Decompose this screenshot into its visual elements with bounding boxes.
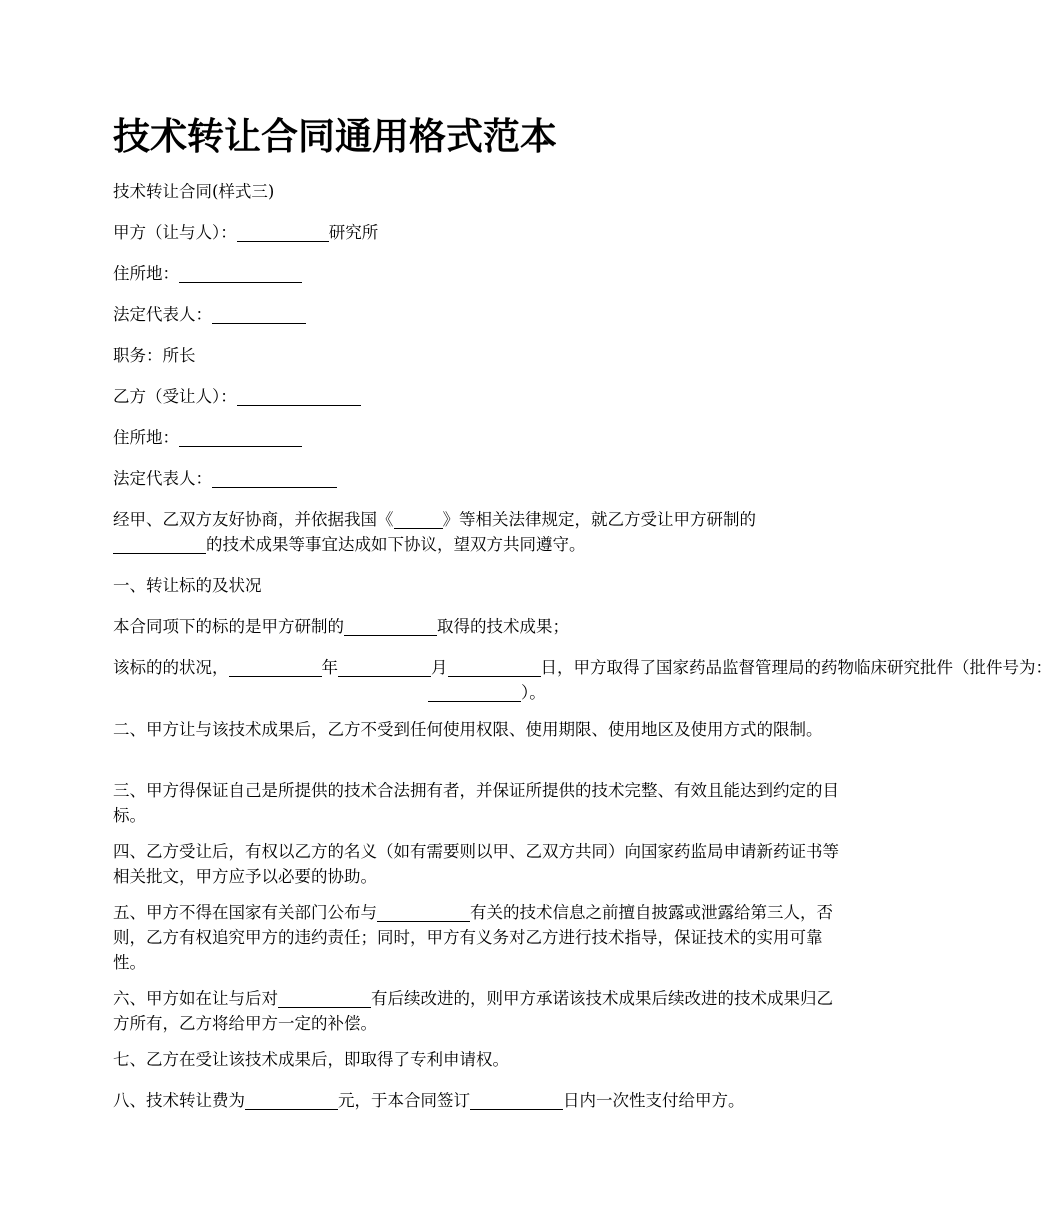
party-a-label: 甲方（让与人）： bbox=[113, 223, 237, 242]
clause-status-line-2: ）。 bbox=[113, 680, 841, 705]
section-1-heading: 一、转让标的及状况 bbox=[113, 576, 262, 595]
clause-status-line-1: 该标的的状况， 年 月 日，甲方取得了国家药品监督管理局的药物临床研究批件（批件号为： bbox=[113, 658, 1052, 677]
document-title: 技术转让合同通用格式范本 bbox=[113, 115, 557, 158]
clause-5: 五、甲方不得在国家有关部门公布与 有关的技术信息之前擅自披露或泄露给第三人，否则，乙方有权追究甲方的违约责任；同时，甲方有义务对乙方进行技术指导，保证技术的实用可靠性。 bbox=[113, 903, 833, 972]
preamble-line-1: 经甲、乙双方友好协商，并依据我国《 》等相关法律规定，就乙方受让甲方研制的 bbox=[113, 510, 756, 529]
clause-3: 三、甲方得保证自己是所提供的技术合法拥有者，并保证所提供的技术完整、有效且能达到约定的目标。 bbox=[113, 781, 839, 825]
party-a-line bbox=[113, 220, 841, 245]
position-line: 职务：所长 bbox=[113, 346, 196, 365]
research-blank bbox=[113, 535, 206, 554]
party-a-address-line bbox=[113, 261, 841, 286]
improvement-blank bbox=[278, 989, 371, 1008]
clause-subject: 本合同项下的标的是甲方研制的 取得的技术成果； bbox=[113, 617, 569, 636]
party-b-address-blank bbox=[179, 428, 302, 447]
announcement-blank bbox=[377, 903, 470, 922]
party-b-rep-label: 法定代表人： bbox=[113, 469, 212, 488]
clause-4: 四、乙方受让后，有权以乙方的名义（如有需要则以甲、乙双方共同）向国家药监局申请新药证书等相关批文，甲方应予以必要的协助。 bbox=[113, 842, 839, 886]
clause-6: 六、甲方如在让与后对 有后续改进的，则甲方承诺该技术成果后续改进的技术成果归乙方所有，乙方将给甲方一定的补偿。 bbox=[113, 989, 833, 1033]
preamble-line-2: 的技术成果等事宜达成如下协议，望双方共同遵守。 bbox=[113, 532, 841, 557]
party-a-rep-label: 法定代表人： bbox=[113, 305, 212, 324]
party-b-rep-blank bbox=[212, 469, 337, 488]
year-blank bbox=[229, 658, 322, 677]
month-blank bbox=[338, 658, 431, 677]
party-a-address-label: 住所地： bbox=[113, 264, 179, 283]
party-a-address-blank bbox=[179, 264, 302, 283]
party-a-suffix: 研究所 bbox=[328, 223, 379, 242]
contract-subtitle: 技术转让合同(样式三) bbox=[113, 182, 275, 201]
clause-8: 八、技术转让费为 元，于本合同签订 日内一次性支付给甲方。 bbox=[113, 1091, 745, 1110]
fee-blank bbox=[245, 1091, 338, 1110]
party-b-blank bbox=[237, 387, 361, 406]
approval-number-blank bbox=[428, 683, 521, 702]
party-b-address-label: 住所地： bbox=[113, 428, 179, 447]
party-a-rep-blank bbox=[212, 305, 306, 324]
party-b-line bbox=[113, 384, 841, 409]
party-b-rep-line bbox=[113, 466, 841, 491]
clause-7: 七、乙方在受让该技术成果后，即取得了专利申请权。 bbox=[113, 1050, 509, 1069]
payment-days-blank bbox=[470, 1091, 563, 1110]
clause-2: 二、甲方让与该技术成果后，乙方不受到任何使用权限、使用期限、使用地区及使用方式的限制。 bbox=[113, 720, 823, 739]
party-b-address-line bbox=[113, 425, 841, 450]
day-blank bbox=[448, 658, 541, 677]
law-name-blank bbox=[394, 510, 443, 529]
subject-blank bbox=[344, 617, 437, 636]
party-b-label: 乙方（受让人）： bbox=[113, 387, 237, 406]
party-a-rep-line bbox=[113, 302, 841, 327]
party-a-blank bbox=[237, 223, 329, 242]
